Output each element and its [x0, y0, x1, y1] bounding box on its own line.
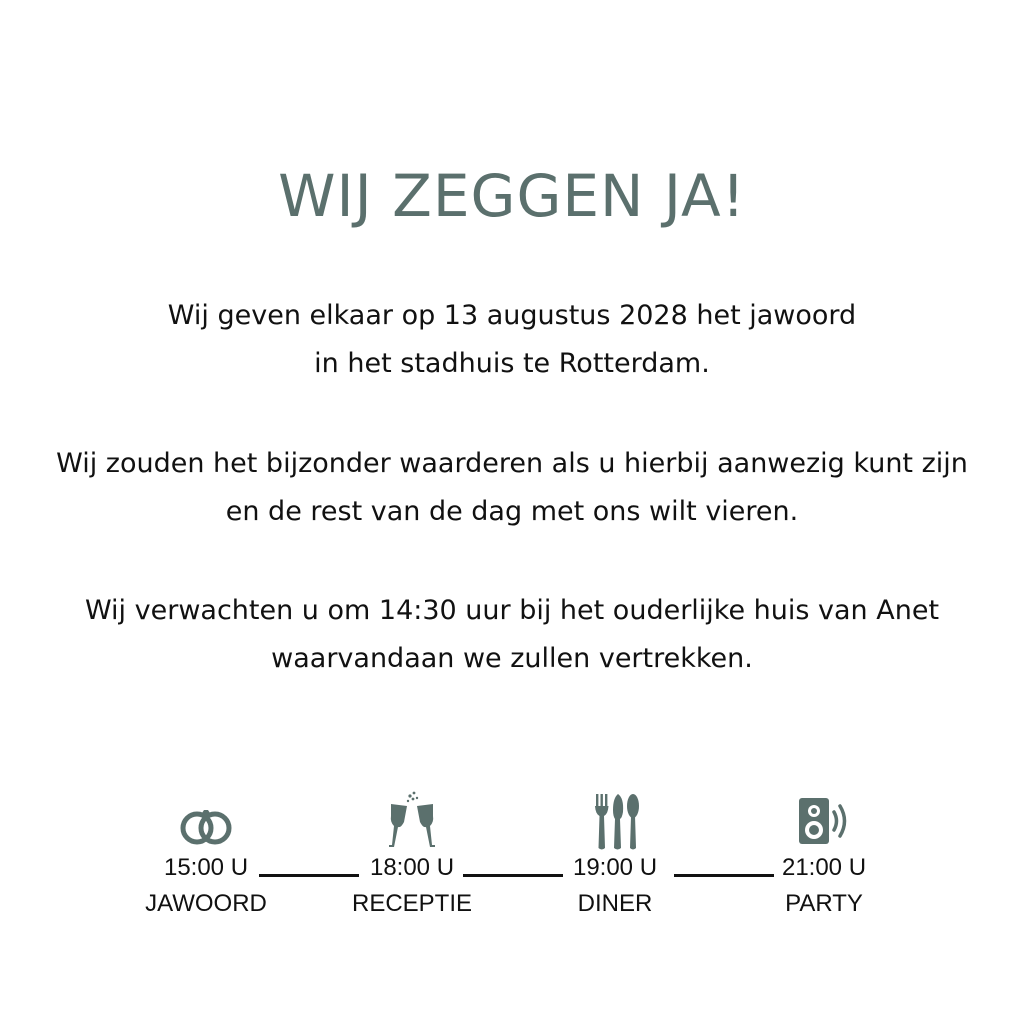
champagne-glasses-icon	[377, 790, 447, 852]
schedule-item-diner	[545, 790, 685, 918]
schedule-time: 21:00 U	[781, 854, 867, 881]
paragraph-line: Wij verwachten u om 14:30 uur bij het ouderlijke huis van Anet	[84, 595, 940, 626]
paragraph-invitation	[0, 440, 1024, 536]
speaker-icon	[789, 790, 859, 852]
schedule-label: RECEPTIE	[351, 890, 473, 917]
paragraph-line: Wij zouden het bijzonder waarderen als u hierbij aanwezig kunt zijn	[56, 448, 968, 479]
paragraph-line: waarvandaan we zullen vertrekken.	[271, 643, 753, 674]
schedule-time: 18:00 U	[369, 854, 455, 881]
schedule-time: 19:00 U	[572, 854, 658, 881]
schedule-time: 15:00 U	[163, 854, 249, 881]
paragraph-meeting	[0, 587, 1024, 683]
paragraph-line: in het stadhuis te Rotterdam.	[314, 348, 710, 379]
schedule-item-receptie	[342, 790, 482, 918]
paragraph-line: Wij geven elkaar op 13 augustus 2028 het jawoord	[167, 300, 857, 331]
page-title: WIJ ZEGGEN JA!	[278, 162, 746, 230]
schedule-label: DINER	[577, 890, 653, 917]
schedule-timeline	[0, 790, 1024, 940]
schedule-label: JAWOORD	[145, 890, 267, 917]
schedule-item-party	[754, 790, 894, 918]
schedule-item-jawoord	[136, 790, 276, 918]
paragraph-line: en de rest van de dag met ons wilt vieren.	[225, 496, 799, 527]
paragraph-ceremony	[0, 292, 1024, 388]
rings-icon	[171, 790, 241, 852]
cutlery-icon	[580, 790, 650, 852]
schedule-label: PARTY	[785, 890, 863, 917]
